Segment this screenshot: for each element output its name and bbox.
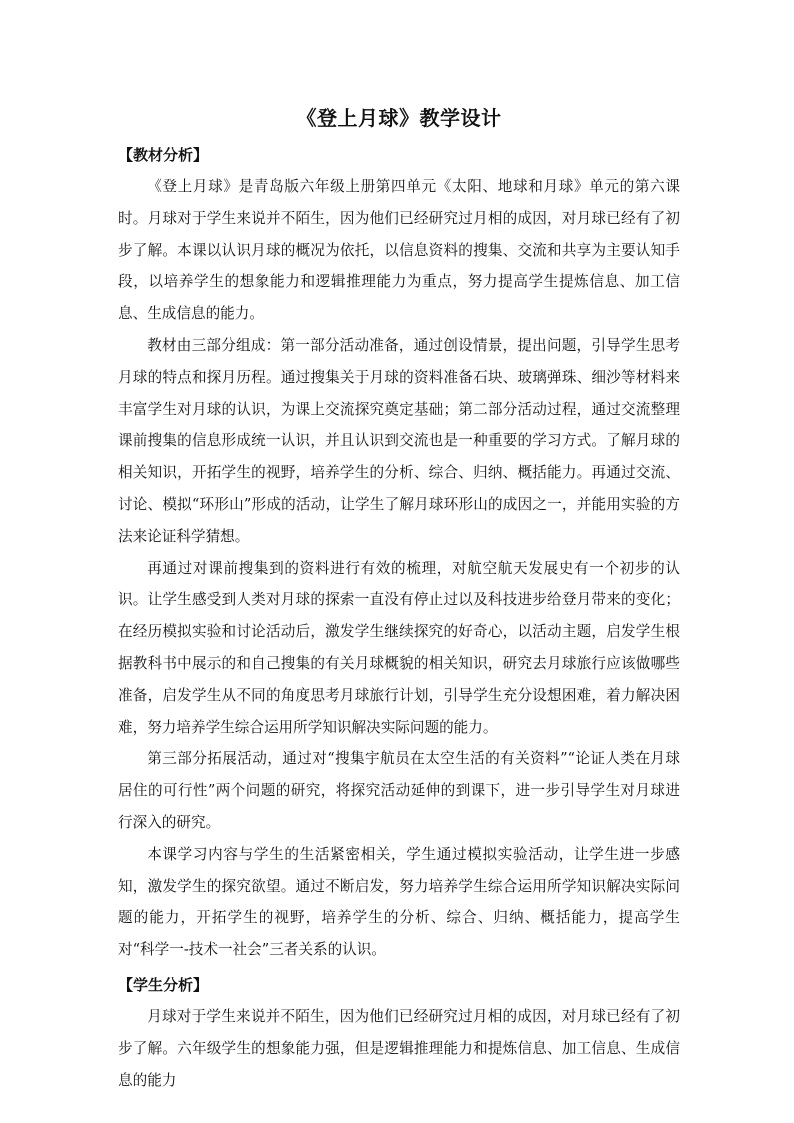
paragraph: 再通过对课前搜集到的资料进行有效的梳理，对航空航天发展史有一个初步的认识。让学生感受到人类对月球的探索一直没有停止过以及科技进步给登月带来的变化；在经历模拟实验和讨论活动后，激发学生继续探究的好奇心，以活动主题，启发学生根据教科书中展示的和自己搜集的有关月球概貌的相关知识，研究去月球旅行应该做哪些准备，启发学生从不同的角度思考月球旅行计划，引导学生充分设想困难，着力解决困难，努力培养学生综合运用所学知识解决实际问题的能力。 <box>118 559 680 736</box>
paragraph: 本课学习内容与学生的生活紧密相关，学生通过模拟实验活动，让学生进一步感知，激发学生的探究欲望。通过不断启发，努力培养学生综合运用所学知识解决实际问题的能力，开拓学生的视野，培养学生的分析、综合、归纳、概括能力，提高学生对“科学一-技术一社会”三者关系的认识。 <box>118 845 680 959</box>
document-page <box>118 100 680 1096</box>
paragraph: 教材由三部分组成：第一部分活动准备，通过创设情景，提出问题，引导学生思考月球的特点和探月历程。通过搜集关于月球的资料准备石块、玻璃弹珠、细沙等材料来丰富学生对月球的认识，为课上交流探究奠定基础；第二部分活动过程，通过交流整理课前搜集的信息形成统一认识，并且认识到交流也是一种重要的学习方式。了解月球的相关知识，开拓学生的视野，培养学生的分析、综合、归纳、概括能力。再通过交流、讨论、模拟“环形山”形成的活动，让学生了解月球环形山的成因之一，并能用实验的方法来论证科学猜想。 <box>118 336 680 545</box>
paragraph: 《登上月球》是青岛版六年级上册第四单元《太阳、地球和月球》单元的第六课时。月球对于学生来说并不陌生，因为他们已经研究过月相的成因，对月球已经有了初步了解。本课以认识月球的概况为依托，以信息资料的搜集、交流和共享为主要认知手段，以培养学生的想象能力和逻辑推理能力为重点，努力提高学生提炼信息、加工信息、生成信息的能力。 <box>118 178 680 323</box>
section-textbook-analysis <box>118 142 680 966</box>
section-heading-textbook-analysis: 【教材分析】 <box>118 146 209 164</box>
section-heading-student-analysis: 【学生分析】 <box>118 975 209 994</box>
section-student-analysis <box>118 972 680 1096</box>
paragraph: 第三部分拓展活动，通过对“搜集宇航员在太空生活的有关资料”“论证人类在月球居住的可行性”两个问题的研究，将探究活动延伸的到课下，进一步引导学生对月球进行深入的研究。 <box>118 750 680 831</box>
paragraph: 月球对于学生来说并不陌生，因为他们已经研究过月相的成因，对月球已经有了初步了解。六年级学生的想象能力强，但是逻辑推理能力和提炼信息、加工信息、生成信息的能力 <box>118 1007 680 1089</box>
document-title: 《登上月球》教学设计 <box>296 106 502 130</box>
